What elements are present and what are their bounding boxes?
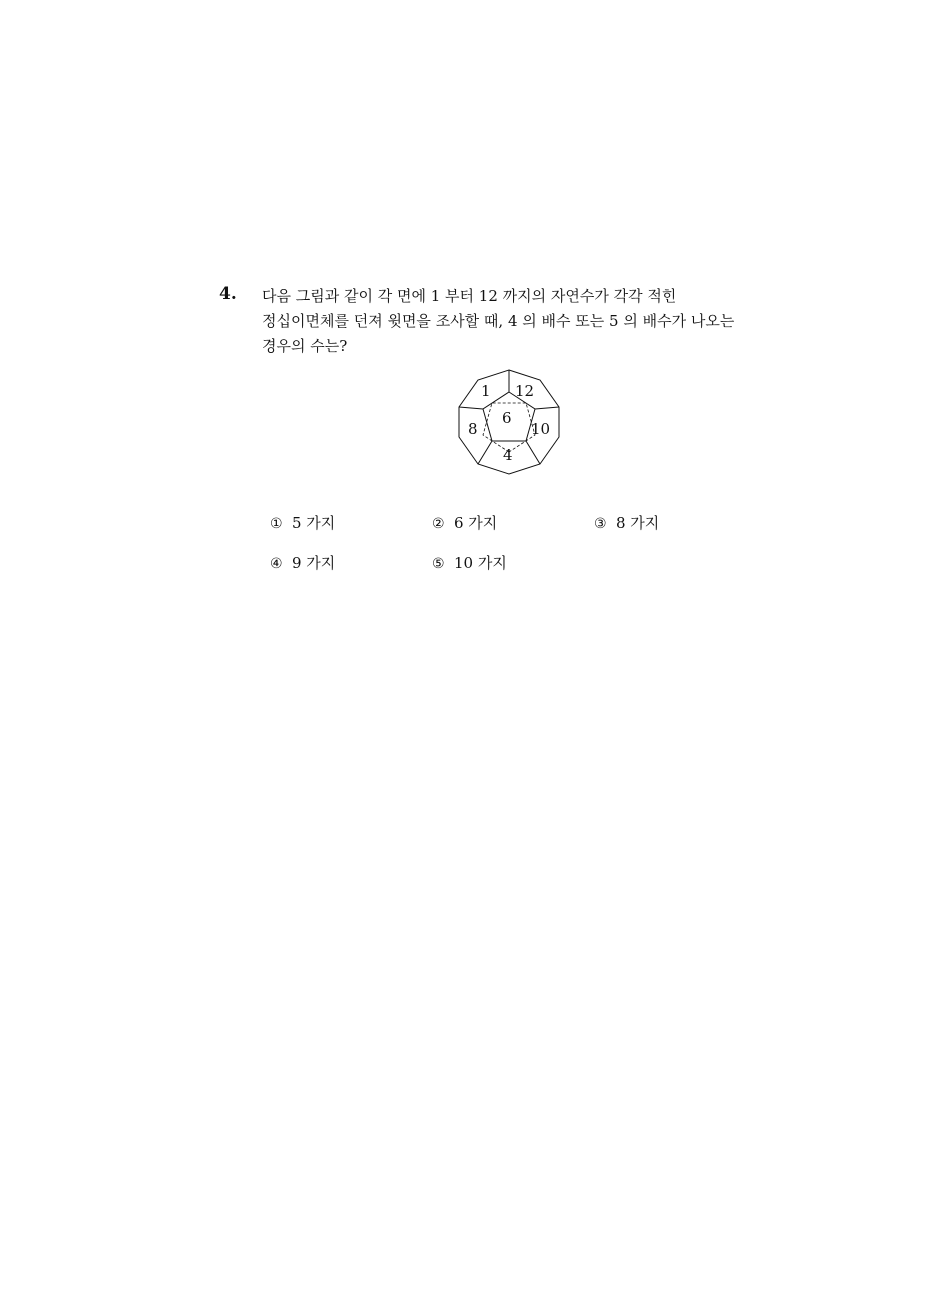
edge-left [459, 407, 483, 409]
choice-4-text: 9 가지 [292, 554, 336, 572]
face-label-right: 10 [531, 420, 551, 438]
choice-3[interactable] [594, 512, 659, 535]
face-label-top-right: 12 [515, 382, 535, 400]
answer-choices [270, 512, 790, 592]
dodecahedron-drawing [455, 368, 563, 476]
face-label-center: 6 [502, 409, 512, 427]
choice-1-text: 5 가지 [292, 514, 336, 532]
question-text [262, 284, 822, 359]
choice-3-text: 8 가지 [616, 514, 660, 532]
choice-1[interactable] [270, 512, 335, 535]
choice-5-text: 10 가지 [454, 554, 507, 572]
face-label-top-left: 1 [481, 382, 491, 400]
choice-1-mark: ① [270, 516, 283, 532]
choice-3-mark: ③ [594, 516, 607, 532]
choice-2[interactable] [432, 512, 497, 535]
face-label-bottom: 4 [503, 446, 513, 464]
choice-2-text: 6 가지 [454, 514, 498, 532]
face-label-left: 8 [468, 420, 478, 438]
dodecahedron-figure [455, 368, 563, 476]
question-line-1: 다음 그림과 같이 각 면에 1 부터 12 까지의 자연수가 각각 적힌 [262, 287, 677, 305]
choice-4-mark: ④ [270, 556, 283, 572]
choice-5-mark: ⑤ [432, 556, 445, 572]
choice-5[interactable] [432, 552, 507, 575]
choice-2-mark: ② [432, 516, 445, 532]
question-number: 4. [219, 284, 237, 304]
question-line-2: 정십이면체를 던져 윗면을 조사할 때, 4 의 배수 또는 5 의 배수가 나오는 [262, 312, 735, 330]
choice-4[interactable] [270, 552, 335, 575]
question-line-3: 경우의 수는? [262, 337, 348, 355]
edge-bottom-right [526, 441, 540, 464]
edge-right [535, 407, 559, 409]
edge-bottom-left [478, 441, 492, 464]
